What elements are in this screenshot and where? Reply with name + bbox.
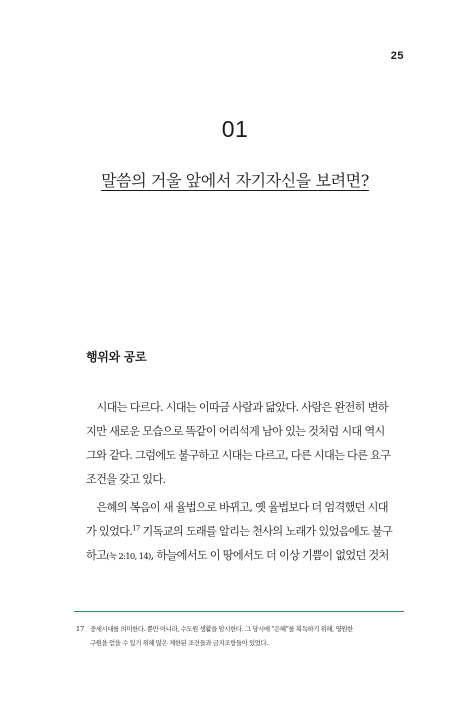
footnote-line: 중세시대를 의미한다. 뿐만 아니라, 수도원 생활을 암시한다. 그 당시에 “은혜”를 획득하기 위해, 영원한: [90, 625, 353, 633]
body-line: 은혜의 복음이 새 율법으로 바뀌고, 옛 율법보다 더 엄격했던 시대: [86, 501, 388, 514]
footnote-number: 17: [76, 625, 85, 633]
chapter-number: 01: [221, 116, 249, 142]
body-line: [86, 548, 389, 565]
chapter-title: [0, 168, 470, 191]
footnote-line: 구원을 얻을 수 있기 위해 많은 제한된 조건들과 금지조항들이 있었다.: [90, 639, 268, 647]
section-heading: 행위와 공로: [86, 350, 147, 364]
footnote-marker: 17: [132, 524, 140, 533]
page-number: 25: [390, 50, 404, 62]
body-line: 그와 같다. 그럼에도 불구하고 시대는 다르고, 다른 시대는 다른 요구: [86, 449, 391, 462]
body-line: 시대는 다르다. 시대는 이따금 사람과 닮았다. 사람은 완전히 변하: [86, 401, 388, 414]
scripture-reference: (눅 2:10, 14): [106, 552, 151, 562]
body-line-text: 가 있었다.: [86, 525, 133, 538]
footnote-divider: [74, 611, 404, 612]
body-line-text: 하고: [86, 549, 107, 562]
body-line: [86, 524, 393, 540]
body-line-text: , 하늘에서도 이 땅에서도 더 이상 기쁨이 없었던 것처: [150, 549, 389, 562]
body-line: 지만 새로운 모습으로 똑같이 어리석게 남아 있는 것처럼 시대 역시: [86, 425, 385, 438]
chapter-title-text: 말씀의 거울 앞에서 자기자신을 보려면?: [101, 171, 369, 190]
body-line-text: 기독교의 도래를 알리는 천사의 노래가 있었음에도 불구: [139, 525, 393, 538]
body-line: 조건을 갖고 있다.: [86, 473, 166, 486]
